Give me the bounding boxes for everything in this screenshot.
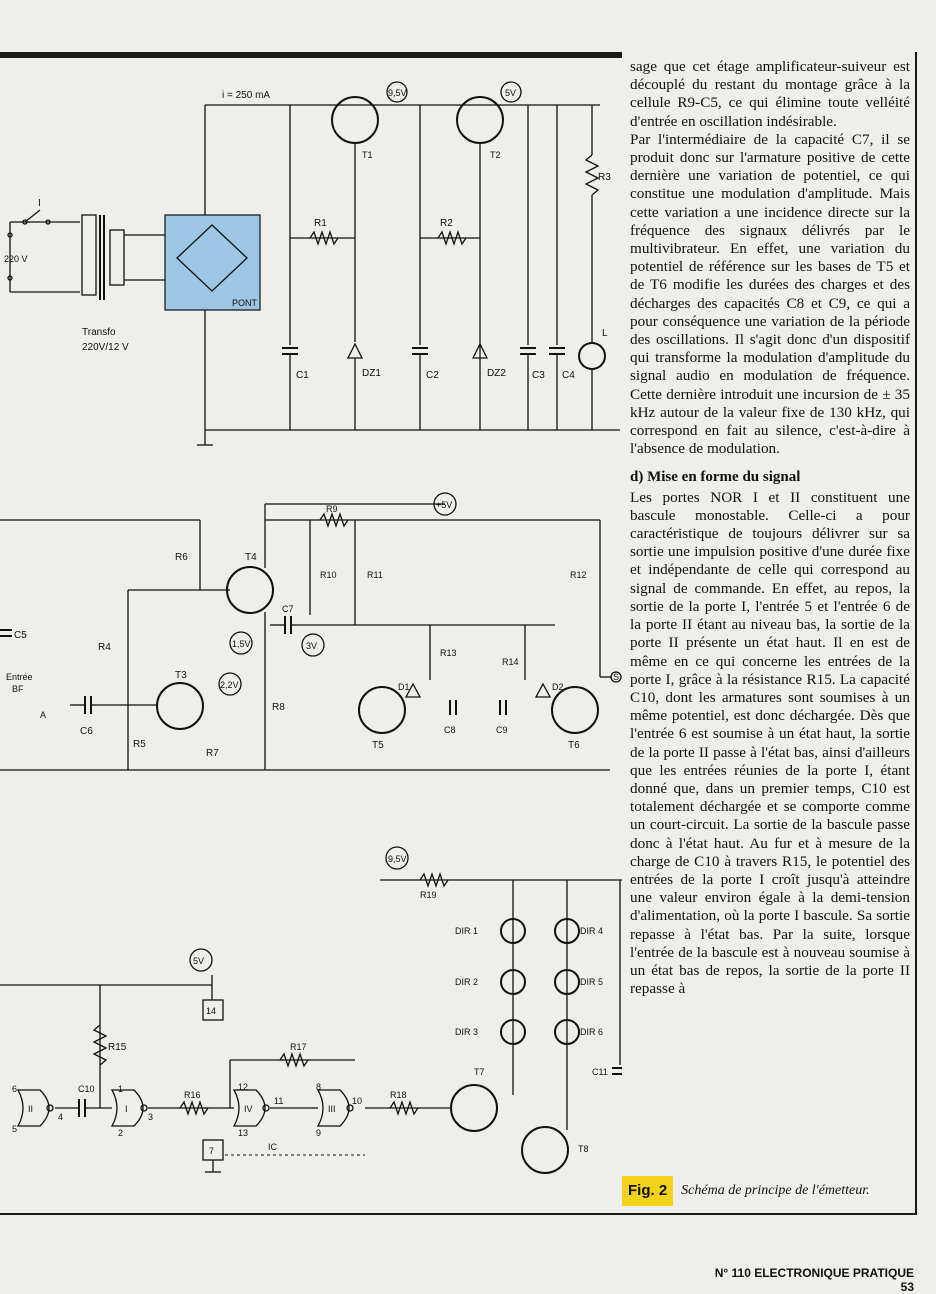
article-paragraph-1: sage que cet étage amplificateur-suiveur est découplé du restant du montage grâce à la cellule R9-C5, ce qui élimine toute velléité d'entrée en oscillation indésirable. — [630, 58, 910, 130]
gate1-label: I — [125, 1104, 128, 1114]
pin9-label: 9 — [316, 1128, 322, 1138]
mains-voltage-label: 220 V — [4, 254, 28, 264]
r3-label: R3 — [598, 172, 611, 183]
t8-label: T8 — [578, 1144, 589, 1154]
modulator-section — [0, 493, 621, 770]
pin11-label: 11 — [274, 1096, 284, 1106]
r10-label: R10 — [320, 570, 337, 580]
r8-label: R8 — [272, 702, 285, 713]
pin8-label: 8 — [316, 1082, 322, 1092]
t2-voltage: 5V — [505, 88, 517, 98]
v22-label: 2,2V — [220, 680, 239, 690]
r11-label: R11 — [367, 570, 383, 580]
pin1-label: 1 — [118, 1084, 124, 1094]
t1-voltage: 9,5V — [388, 88, 407, 98]
c8-label: C8 — [444, 725, 456, 735]
v3-label: 3V — [306, 641, 318, 651]
article-text — [630, 58, 910, 998]
dz1-label: DZ1 — [362, 368, 381, 379]
t6-label: T6 — [568, 740, 580, 751]
s-label: S — [613, 672, 620, 682]
logic-section — [0, 949, 365, 1172]
transfo-label-1: Transfo — [82, 327, 116, 338]
v15-label: 1,5V — [232, 639, 251, 649]
r5-label: R5 — [133, 739, 146, 750]
transformer-secondary-icon — [110, 230, 124, 285]
r15-label: R15 — [108, 1042, 127, 1053]
article-paragraph-3: Les portes NOR I et II constituent une bascule monostable. Celle-ci a pour caractéristique de toujours délivrer sur sa sortie une impulsion positive d'une durée fixe et indépendante de celle qui correspond au signal de commande. En effet, au repos, la sortie de la porte I, l'entrée 5 et l'entrée 6 de la porte II étant au niveau bas, la sortie de la porte II présente un état haut. Il en est de même en ce qui concerne les entrées de la porte I, grâce à la résistance R15. La capacité C10, dont les armatures sont soumises à un même potentiel, est donc déchargée. Dès que l'entrée 6 est soumise à un état haut, la sortie de la porte II passe à l'état bas, ainsi d'ailleurs que les entrées réunies de la porte I, étant donné que, dans un premier temps, C10 est totalement déchargée et se comporte comme un court-circuit. La sortie de la bascule passe donc à l'état haut. Au fur et à mesure de la charge de C10 à travers R15, le potentiel des entrées de la porte I croît jusqu'à atteindre une valeur environ égale à la demi-tension d'alimentation, où la porte I bascule. Sa sortie repasse à l'état bas. Par la suite, lorsque l'entrée de la bascule est à nouveau soumise à un état bas de repos, la sortie de la porte II repasse à — [630, 488, 910, 998]
transfo-label-2: 220V/12 V — [82, 342, 129, 353]
a-label: A — [40, 710, 47, 720]
t4-label: T4 — [245, 552, 257, 563]
switch-label: I — [38, 198, 41, 209]
diode-d2-icon — [536, 684, 550, 697]
dir3-label: DIR 3 — [455, 1027, 479, 1037]
pin13-label: 13 — [238, 1128, 249, 1138]
figure-tag: Fig. 2 — [622, 1176, 673, 1206]
gate3-label: III — [328, 1104, 336, 1114]
r19-label: R19 — [420, 890, 437, 900]
d2-label: D2 — [552, 682, 564, 692]
current-label: i = 250 mA — [222, 90, 271, 101]
pin6-label: 6 — [12, 1084, 18, 1094]
dir5-label: DIR 5 — [580, 977, 604, 987]
power-supply-section — [4, 82, 620, 445]
pin14-label: 14 — [206, 1006, 217, 1016]
t1-label: T1 — [362, 150, 373, 160]
c6-label: C6 — [80, 726, 93, 737]
c9-label: C9 — [496, 725, 508, 735]
c2-label: C2 — [426, 370, 439, 381]
c3-label: C3 — [532, 370, 545, 381]
v95-output: 9,5V — [388, 854, 407, 864]
entree-label-1: Entrée — [6, 672, 33, 682]
entree-label-2: BF — [12, 684, 24, 694]
c10-label: C10 — [78, 1084, 95, 1094]
gate4-label: IV — [244, 1104, 253, 1114]
ic-label: IC — [268, 1142, 277, 1152]
l-label: L — [602, 328, 608, 339]
pin12-label: 12 — [238, 1082, 249, 1092]
pont-label: PONT — [232, 298, 258, 308]
gate-ii-icon — [18, 1090, 49, 1126]
pin4-label: 4 — [58, 1112, 64, 1122]
right-rule — [915, 52, 917, 1215]
r16-label: R16 — [184, 1090, 201, 1100]
r6-label: R6 — [175, 552, 188, 563]
pin3-label: 3 — [148, 1112, 154, 1122]
c4-label: C4 — [562, 370, 575, 381]
plus5-voltage: +5V — [436, 500, 453, 510]
bridge-rectifier-icon — [165, 215, 260, 310]
r2-label: R2 — [440, 218, 453, 229]
figure-caption — [622, 1176, 912, 1206]
dz2-label: DZ2 — [487, 368, 506, 379]
pin5-label: 5 — [12, 1124, 18, 1134]
pin2-label: 2 — [118, 1128, 124, 1138]
r14-label: R14 — [502, 657, 519, 667]
dir2-label: DIR 2 — [455, 977, 479, 987]
c11-label: C11 — [592, 1067, 608, 1077]
zener-dz1-icon — [348, 344, 362, 358]
page-footer: N° 110 ELECTRONIQUE PRATIQUE 53 — [714, 1266, 914, 1294]
section-heading: d) Mise en forme du signal — [630, 469, 801, 486]
dir1-label: DIR 1 — [455, 926, 479, 936]
dir4-label: DIR 4 — [580, 926, 604, 936]
r4-label: R4 — [98, 642, 111, 653]
c7-label: C7 — [282, 604, 294, 614]
dir6-label: DIR 6 — [580, 1027, 604, 1037]
figure-caption-text: Schéma de principe de l'émetteur. — [681, 1183, 870, 1198]
r9-label: R9 — [326, 504, 338, 514]
d1-label: D1 — [398, 682, 410, 692]
t2-label: T2 — [490, 150, 501, 160]
t5-label: T5 — [372, 740, 384, 751]
r12-label: R12 — [570, 570, 587, 580]
r13-label: R13 — [440, 648, 457, 658]
v5-logic: 5V — [193, 956, 205, 966]
t7-label: T7 — [474, 1067, 485, 1077]
transformer-primary-icon — [82, 215, 96, 295]
output-section — [365, 847, 622, 1173]
r7-label: R7 — [206, 748, 219, 759]
pin10-label: 10 — [352, 1096, 363, 1106]
r17-label: R17 — [290, 1042, 307, 1052]
article-paragraph-2: Par l'intermédiaire de la capacité C7, il se produit donc sur l'armature positive de cette dernière une variation de potentiel, ce qui constitue une modulation d'amplitude. Mais cette variation a une incidence directe sur la fréquence des signaux délivrés par le multivibrateur. En effet, une variation du potentiel de référence sur les bases de T5 et de T6 modifie les durées des charges et des décharges des capacités C8 et C9, ce qui a pour conséquence une variation de la période des oscillations. Il s'agit donc d'un dispositif qui transforme la modulation d'amplitude du signal audio en modulation de fréquence. Cette dernière introduit une incursion de ± 35 kHz autour de la valeur fixe de 130 kHz, qui correspond en fait au silence, c'est-à-dire à l'absence de modulation. — [630, 130, 910, 458]
r18-label: R18 — [390, 1090, 407, 1100]
c1-label: C1 — [296, 370, 309, 381]
gate2-label: II — [28, 1104, 34, 1114]
pin7-label: 7 — [209, 1146, 215, 1156]
led-l-icon — [579, 343, 605, 369]
t3-label: T3 — [175, 670, 187, 681]
r1-label: R1 — [314, 218, 327, 229]
c5-label: C5 — [14, 630, 27, 641]
